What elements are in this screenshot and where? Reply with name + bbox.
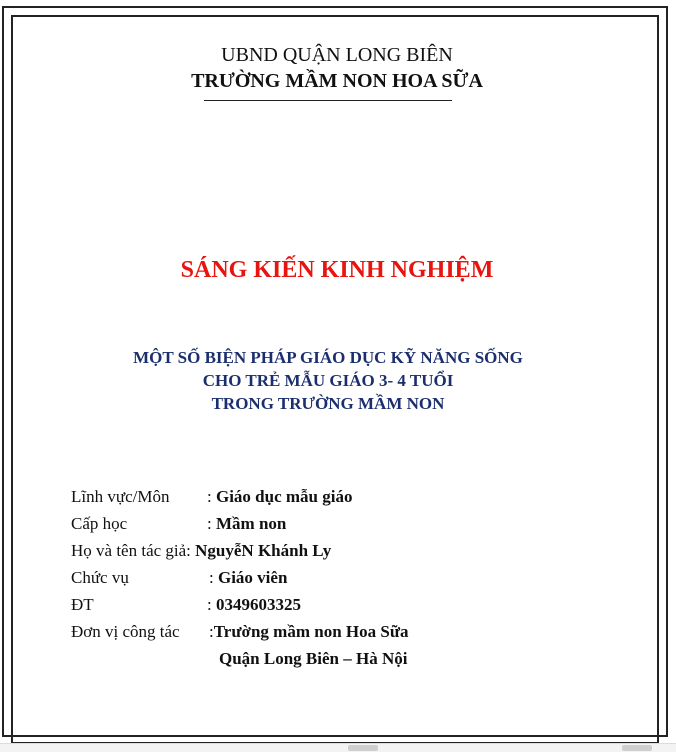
info-label-field: Lĩnh vực/Môn	[71, 487, 170, 506]
info-row-level	[71, 513, 286, 535]
topic-line-1: MỘT SỐ BIỆN PHÁP GIÁO DỤC KỸ NĂNG SỐNG	[133, 348, 523, 367]
info-row-unit-line2	[219, 648, 407, 670]
info-colon: :	[209, 622, 214, 641]
info-label-level: Cấp học	[71, 514, 128, 533]
info-label-phone: ĐT	[71, 595, 94, 614]
info-colon: :	[207, 487, 216, 506]
topic-line-2: CHO TRẺ MẪU GIÁO 3- 4 TUỔI	[202, 371, 454, 390]
info-value-author: NguyễN Khánh Ly	[195, 541, 332, 560]
info-value-position: Giáo viên	[217, 568, 288, 587]
info-value-phone: 0349603325	[215, 595, 301, 614]
info-value-level: Mầm non	[215, 514, 287, 533]
header-school: TRƯỜNG MẦM NON HOA SỮA	[191, 70, 483, 92]
info-value-field: Giáo dục mẫu giáo	[215, 487, 353, 506]
info-row-phone	[71, 594, 301, 616]
scroll-thumb[interactable]	[348, 745, 378, 751]
info-row-field	[71, 486, 352, 508]
info-row-author	[71, 540, 331, 562]
topic-line-3: TRONG TRƯỜNG MẦM NON	[211, 394, 445, 413]
info-colon: :	[207, 595, 216, 614]
page-border-inner	[11, 15, 659, 744]
info-colon: :	[209, 568, 218, 587]
info-label-author: Họ và tên tác giả:	[71, 541, 191, 560]
info-row-position	[71, 567, 287, 589]
page-border-outer	[2, 6, 668, 737]
info-value-unit-line2: Quận Long Biên – Hà Nội	[219, 649, 408, 668]
info-value-unit: Trường mầm non Hoa Sữa	[213, 622, 409, 641]
info-row-unit	[71, 621, 409, 643]
info-label-unit: Đơn vị công tác	[71, 622, 180, 641]
info-label-position: Chức vụ	[71, 568, 129, 587]
scroll-mark	[622, 745, 652, 751]
document-type-title: SÁNG KIẾN KINH NGHIỆM	[180, 257, 494, 283]
header-underline	[204, 100, 452, 101]
header-org: UBND QUẬN LONG BIÊN	[221, 44, 453, 66]
info-colon: :	[207, 514, 216, 533]
